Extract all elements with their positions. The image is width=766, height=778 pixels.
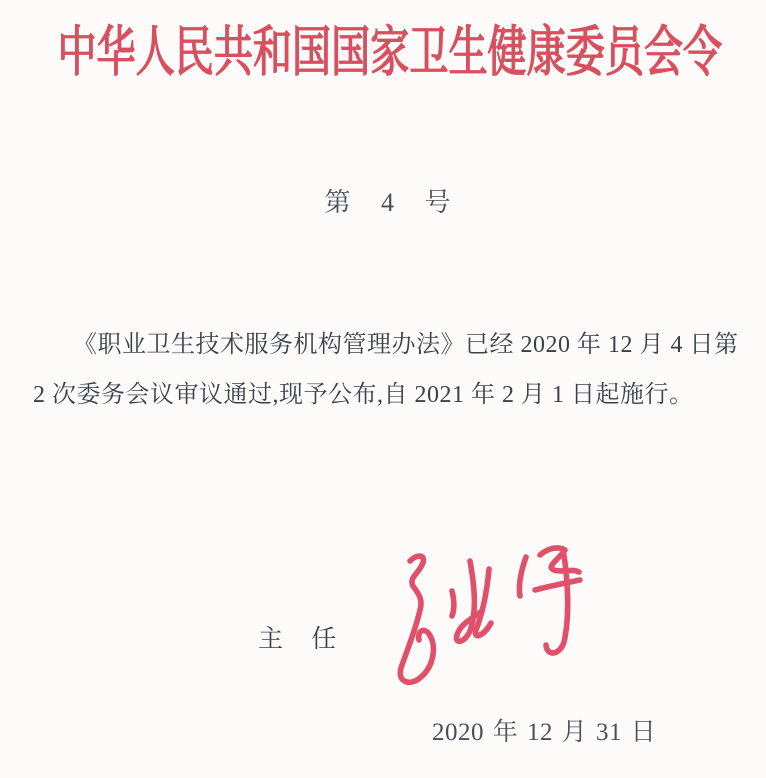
- order-number: 第 4 号: [324, 188, 452, 217]
- signer-title: 主 任: [258, 626, 338, 653]
- date: 2020 年 12 月 31 日: [432, 719, 657, 746]
- body-line-1: 《职业卫生技术服务机构管理办法》已经 2020 年 12 月 4 日第: [73, 332, 739, 358]
- body-line-2: 2 次委务会议审议通过,现予公布,自 2021 年 2 月 1 日起施行。: [33, 382, 694, 408]
- signature-stroke-xiao-1: [452, 591, 454, 616]
- signature-handwriting: [388, 531, 600, 699]
- body-paragraph: [33, 320, 743, 420]
- signature-stroke-wei-2: [540, 548, 579, 572]
- signature-stroke-wei-3: [535, 580, 580, 590]
- document-title: 中华人民共和国国家卫生健康委员会令: [57, 22, 723, 83]
- signature-stroke-xiao-3: [475, 569, 491, 636]
- signature-stroke-ma: [400, 556, 433, 682]
- signature-stroke-wei-1: [519, 557, 526, 596]
